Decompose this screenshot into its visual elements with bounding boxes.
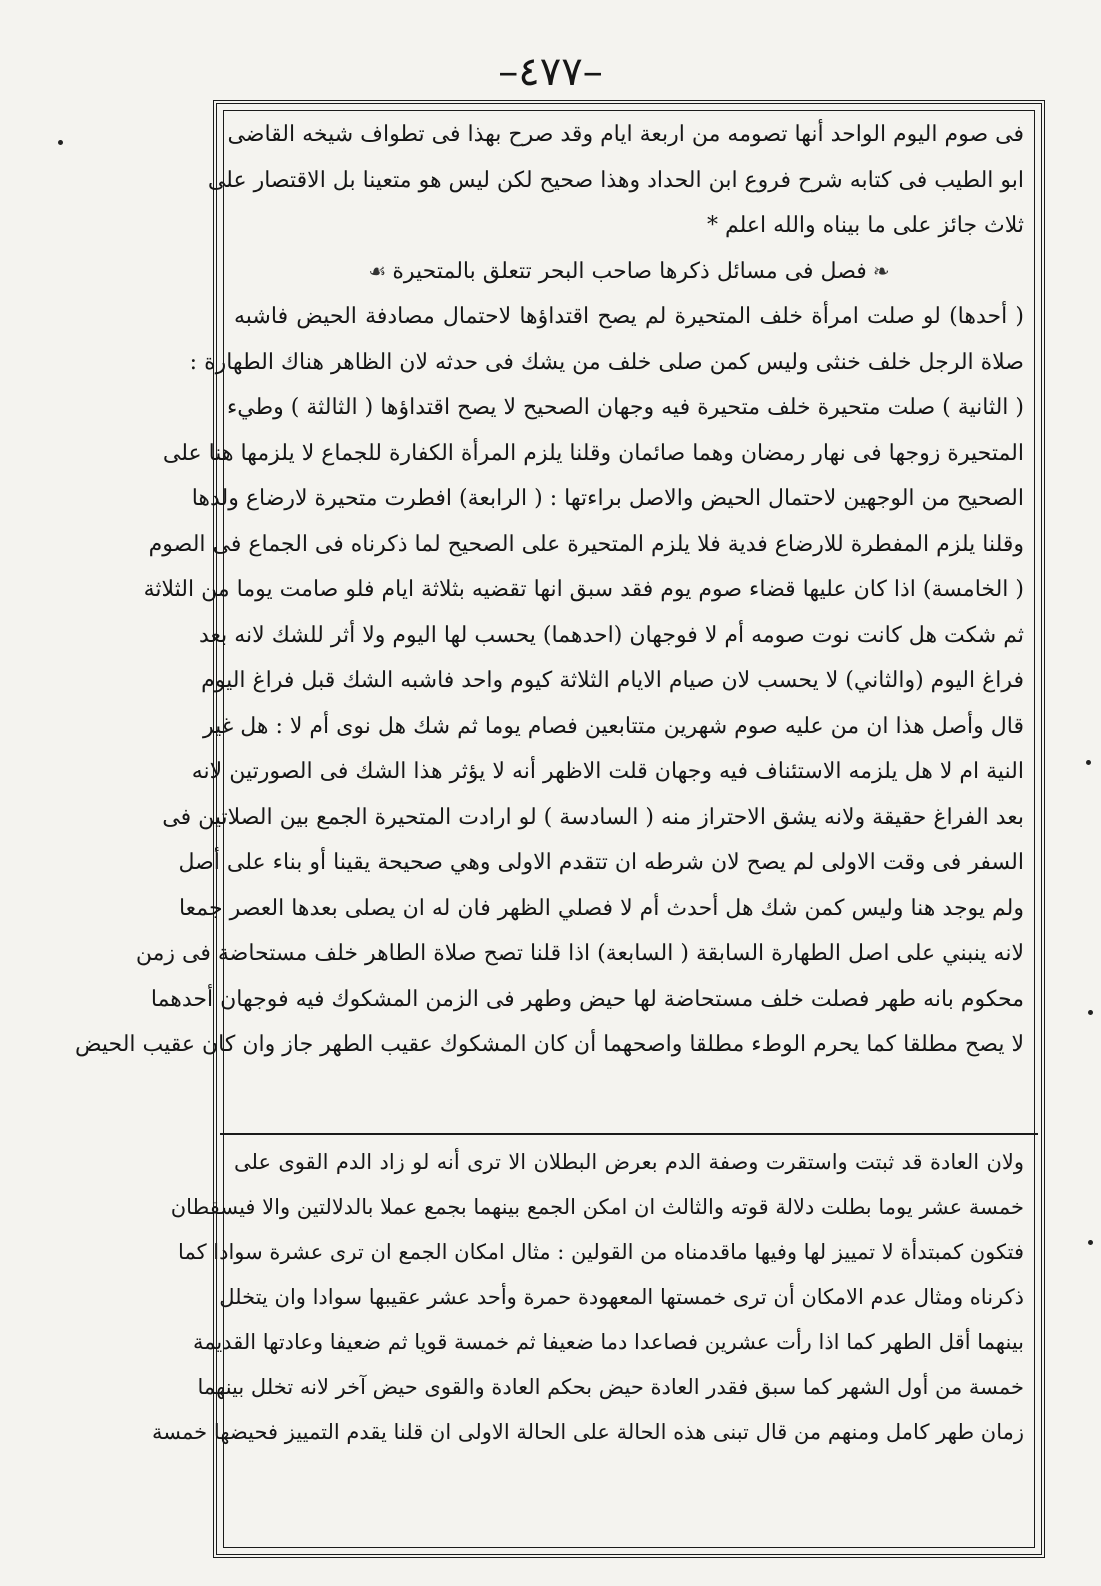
margin-speck xyxy=(1086,760,1091,765)
main-line: فراغ اليوم (والثاني) لا يحسب لان صيام الايام الثلاثة كيوم واحد فاشبه الشك قبل فراغ اليوم xyxy=(201,668,1024,693)
section-heading-row xyxy=(234,249,1024,295)
main-line: محكوم بانه طهر فصلت خلف مستحاضة لها حيض وطهر فى الزمن المشكوك فيه فوجهان أحدهما xyxy=(150,986,1024,1012)
main-line: ( أحدها) لو صلت امرأة خلف المتحيرة لم يصح اقتداؤها لاحتمال مصادفة الحيض فاشبه xyxy=(234,304,1024,329)
main-line: ولم يوجد هنا وليس كمن شك هل أحدث أم لا فصلي الظهر فان له ان يصلى بعدها العصر جمعا xyxy=(178,895,1024,921)
main-line: وقلنا يلزم المفطرة للارضاع فدية فلا يلزم المتحيرة على الصحيح لما ذكرناه فى الجماع فى الصوم xyxy=(148,531,1024,557)
main-line: المتحيرة زوجها فى نهار رمضان وهما صائمان وقلنا يلزم المرأة الكفارة للجماع لا يلزمها هنا على xyxy=(162,440,1024,466)
margin-speck xyxy=(1088,1010,1093,1015)
main-text-block xyxy=(74,112,1024,1068)
main-line: النية ام لا هل يلزمه الاستئناف فيه وجهان قلت الاظهر أنه لا يؤثر هذا الشك فى الصورتين لانه xyxy=(191,759,1024,784)
footnote-line: زمان طهر كامل ومنهم من قال تبنى هذه الحالة على الحالة الاولى ان قلنا يقدم التمييز فحيضها خمسة xyxy=(152,1420,1024,1444)
footnote-block xyxy=(152,1140,1024,1455)
footnote-line: خمسة من أول الشهر كما سبق فقدر العادة حيض بحكم العادة والقوى حيض آخر لانه تخلل بينهما xyxy=(197,1375,1024,1399)
main-line: لا يصح مطلقا كما يحرم الوطء مطلقا واصحهما أن كان المشكوك عقيب الطهر جاز وان كان عقيب الحيض xyxy=(74,1032,1024,1057)
main-line: ثم شكت هل كانت نوت صومه أم لا فوجهان (احدهما) يحسب لها اليوم ولا أثر للشك لانه بعد xyxy=(198,622,1024,648)
footnote-line: خمسة عشر يوما بطلت دلالة قوته والثالث ان امكن الجمع بينهما بجمع عملا بالدلالتين والا فيسقطان xyxy=(170,1195,1024,1219)
main-line: ( الثانية ) صلت متحيرة خلف متحيرة فيه وجهان الصحيح لا يصح اقتداؤها ( الثالثة ) وطيء xyxy=(226,395,1024,420)
ornament-icon: ☙ xyxy=(368,258,387,283)
footnote-line: فتكون كمبتدأة لا تمييز لها وفيها ماقدمناه من القولين : مثال امكان الجمع ان ترى عشرة سوادا كما xyxy=(178,1240,1024,1264)
main-line: لانه ينبني على اصل الطهارة السابقة ( السابعة) اذا قلنا تصح صلاة الطاهر خلف مستحاضة فى زمن xyxy=(135,941,1024,966)
footnote-divider xyxy=(220,1133,1038,1135)
footnote-line: بينهما أقل الطهر كما اذا رأت عشرين فصاعدا دما ضعيفا ثم خمسة قويا ثم ضعيفا وعادتها القديمة xyxy=(192,1330,1024,1354)
section-heading: فصل فى مسائل ذكرها صاحب البحر تتعلق بالمتحيرة xyxy=(392,258,867,284)
margin-speck xyxy=(1088,1240,1093,1245)
main-line: صلاة الرجل خلف خنثى وليس كمن صلى خلف من يشك فى حدثه لان الظاهر هناك الطهارة : xyxy=(189,349,1024,375)
main-line: ثلاث جائز على ما بيناه والله اعلم * xyxy=(706,213,1024,238)
footnote-line: ذكرناه ومثال عدم الامكان أن ترى خمستها المعهودة حمرة وأحد عشر عقيبها سوادا وان يتخلل xyxy=(219,1285,1024,1309)
footnote-line: ولان العادة قد ثبتت واستقرت وصفة الدم بعرض البطلان الا ترى أنه لو زاد الدم القوى على xyxy=(234,1150,1024,1174)
main-line: الصحيح من الوجهين لاحتمال الحيض والاصل براءتها : ( الرابعة) افطرت متحيرة لارضاع ولدها xyxy=(191,486,1024,511)
ornament-icon: ❧ xyxy=(872,258,890,283)
margin-speck xyxy=(58,140,63,145)
main-line: ابو الطيب فى كتابه شرح فروع ابن الحداد وهذا صحيح لكن ليس هو متعينا بل الاقتصار على xyxy=(207,167,1024,193)
main-line: فى صوم اليوم الواحد أنها تصومه من اربعة ايام وقد صرح بهذا فى تطواف شيخه القاضى xyxy=(227,122,1024,147)
main-line: بعد الفراغ حقيقة ولانه يشق الاحتراز منه ( السادسة ) لو ارادت المتحيرة الجمع بين الصلاتين فى xyxy=(162,804,1024,830)
page-number: –٤٧٧– xyxy=(498,49,603,95)
main-line: السفر فى وقت الاولى لم يصح لان شرطه ان تتقدم الاولى وهي صحيحة يقينا أو بناء على أصل xyxy=(178,850,1024,875)
main-line: قال وأصل هذا ان من عليه صوم شهرين متتابعين فصام يوما ثم شك هل نوى أم لا : هل غير xyxy=(202,713,1024,739)
main-line: ( الخامسة) اذا كان عليها قضاء صوم يوم فقد سبق انها تقضيه بثلاثة ايام فلو صامت يوما من الثلاثة xyxy=(143,577,1024,602)
